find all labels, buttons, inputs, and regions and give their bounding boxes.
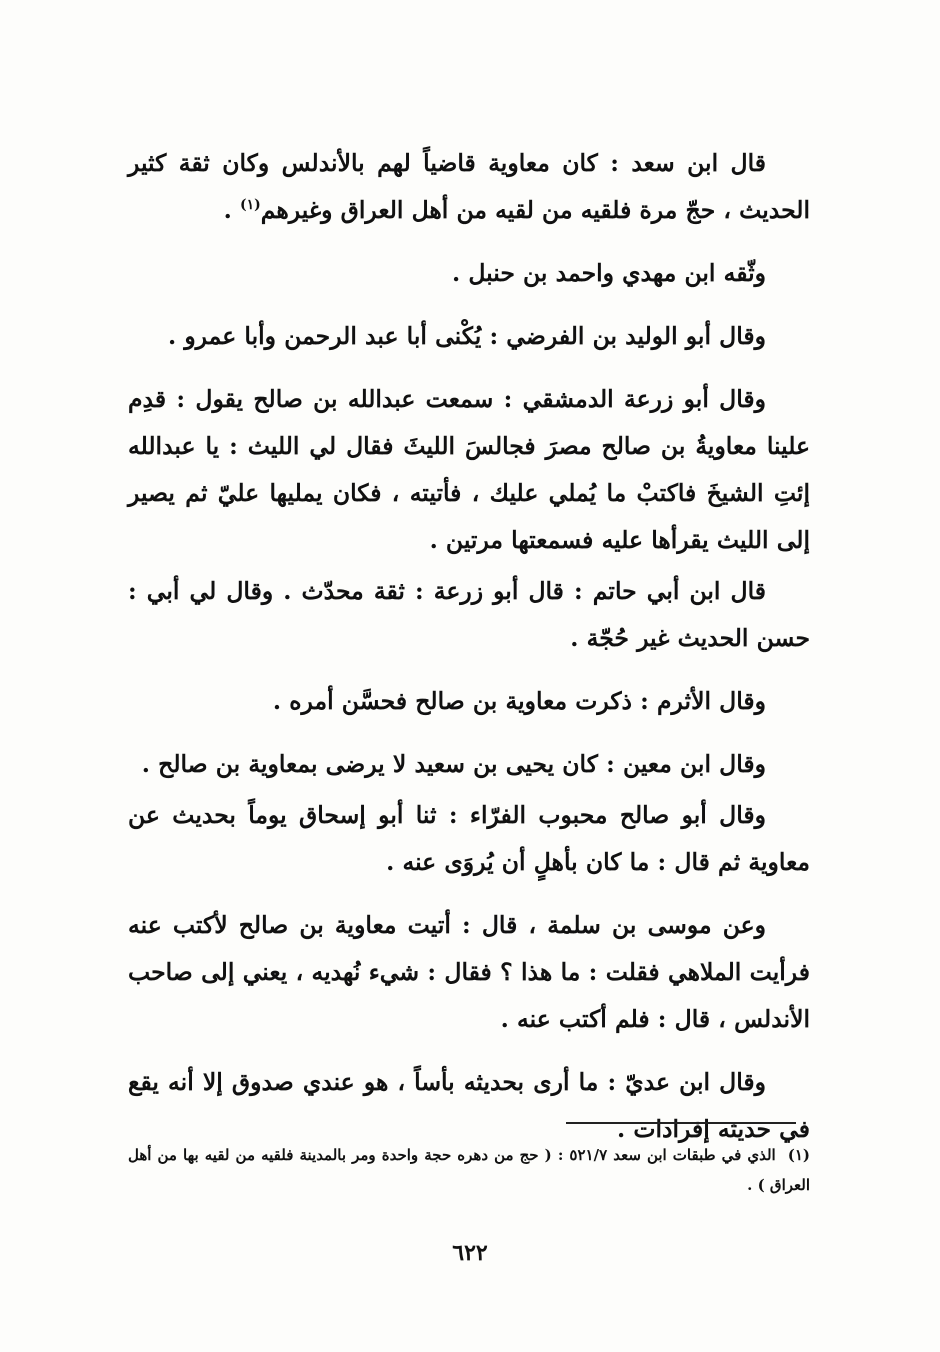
main-text: [128, 140, 810, 1169]
paragraph-tawthiq: وثّقه ابن مهدي واحمد بن حنبل .: [451, 259, 766, 287]
paragraph-abu-zura: وقال أبو زرعة الدمشقي : سمعت عبدالله بن صالح يقول : قدِم علينا معاويةُ بن صالح مصرَ فجالسَ الليثَ فقال لي الليث : يا عبدالله إئتِ الشيخَ فاكتبْ ما يُملي عليك ، فأتيته ، فكان يمليها عليّ ثم يصير إلى الليث يقرأها عليه فسمعتها مرتين .: [128, 385, 810, 554]
paragraph-musa-bin-salama: وعن موسى بن سلمة ، قال : أتيت معاوية بن صالح لأكتب عنه فرأيت الملاهي فقلت : ما هذا ؟ فقال : شيء نُهديه ، يعني إلى صاحب الأندلس ، قال : فلم أكتب عنه .: [128, 911, 810, 1033]
footnote-text: الذي في طبقات ابن سعد ٥٢١/٧ : ( حج من دهره حجة واحدة ومر بالمدينة فلقيه من لقيه بها من أهل العراق ) .: [128, 1146, 810, 1194]
footnote-mark: (١): [787, 1146, 810, 1164]
footnotes: [128, 1140, 810, 1200]
paragraph-text: قال ابن سعد : كان معاوية قاضياً لهم بالأندلس وكان ثقة كثير الحديث ، حجّ مرة فلقيه من لقيه من أهل العراق وغيرهم: [128, 149, 810, 224]
paragraph-athram: وقال الأثرم : ذكرت معاوية بن صالح فحسَّن أمره .: [272, 687, 766, 715]
paragraph-ibn-main: وقال ابن معين : كان يحيى بن سعيد لا يرضى بمعاوية بن صالح .: [141, 750, 766, 778]
paragraph-ibn-saad: [128, 140, 810, 234]
footnote-reference: (١): [239, 197, 261, 214]
paragraph-abu-salih: وقال أبو صالح محبوب الفرّاء : ثنا أبو إسحاق يوماً بحديث عن معاوية ثم قال : ما كان بأهلٍ أن يُروَى عنه .: [128, 801, 810, 876]
paragraph-end: .: [223, 196, 240, 224]
footnote-divider: [566, 1122, 796, 1124]
paragraph-ibn-adi: وقال ابن عديّ : ما أرى بحديثه بأساً ، هو عندي صدوق إلا أنه يقع في حديثه إفرادات .: [128, 1068, 810, 1143]
paragraph-ibn-faradi: وقال أبو الوليد بن الفرضي : يُكْنى أبا عبد الرحمن وأبا عمرو .: [167, 322, 766, 350]
paragraph-ibn-abi-hatim: قال ابن أبي حاتم : قال أبو زرعة : ثقة محدّث . وقال لي أبي : حسن الحديث غير حُجّة .: [128, 577, 810, 652]
page-number: ٦٢٢: [452, 1240, 488, 1266]
footnote-1: [128, 1140, 810, 1200]
